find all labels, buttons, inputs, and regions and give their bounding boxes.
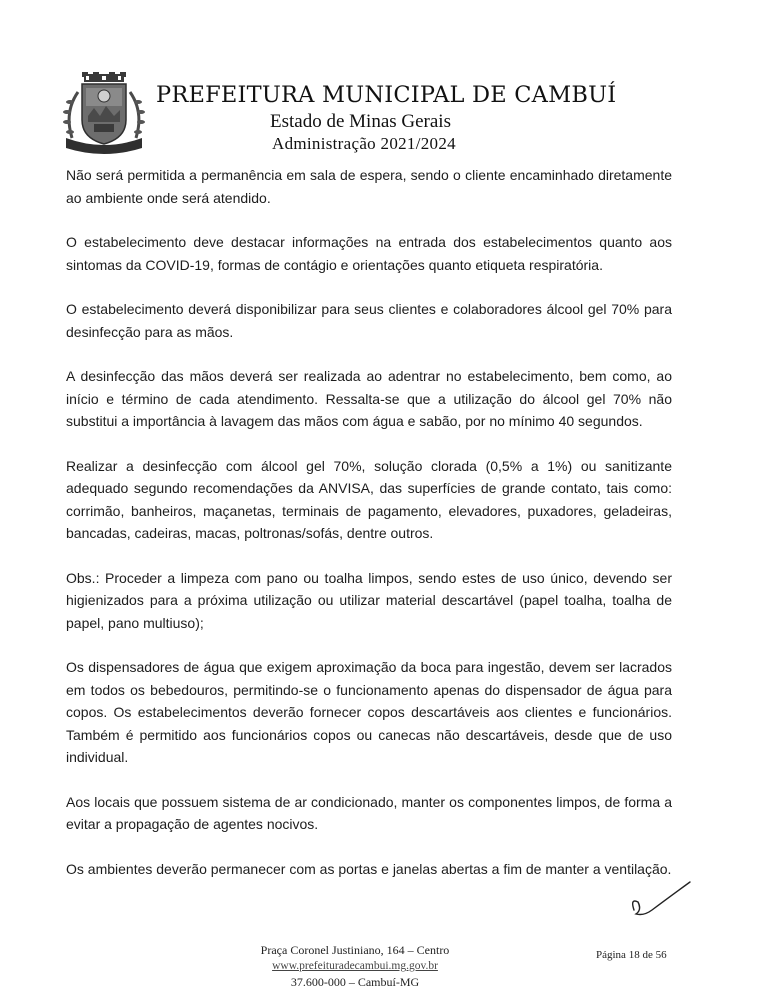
paragraph-cleaning-note: Obs.: Proceder a limpeza com pano ou toalha limpos, sendo estes de uso único, devendo ser higienizados para a próxima utilização ou utilizar material descartável (papel toalha, toalha de papel, pano multiuso); (66, 569, 672, 631)
footer-address: Praça Coronel Justiniano, 164 – Centro (260, 943, 450, 957)
paragraph-water-dispensers: Os dispensadores de água que exigem aproximação da boca para ingestão, devem ser lacrados em todos os bebedouros, permitindo-se o funcionamento apenas do dispensador de água para copos. Os estabelecimentos deverão fornecer copos descartáveis aos clientes e funcionários. Também é permitido aos funcionários copos ou canecas não descartáveis, desde que de uso individual. (66, 659, 672, 765)
paragraph-waiting-room: Não será permitida a permanência em sala de espera, sendo o cliente encaminhado diretamente ao ambiente onde será atendido. (66, 167, 672, 206)
state-name: Estado de Minas Gerais (270, 111, 451, 132)
municipality-title: PREFEITURA MUNICIPAL DE CAMBUÍ (156, 82, 617, 108)
footer-postal: 37.600-000 – Cambuí-MG (290, 975, 420, 989)
footer-website-link[interactable]: www.prefeituradecambui.mg.gov.br (272, 960, 438, 972)
paragraph-hand-disinfection: A desinfecção das mãos deverá ser realizada ao adentrar no estabelecimento, bem como, ao início e término de cada atendimento. Ressalta-se que a utilização do álcool gel 70% não substitui a importância à lavagem das mãos com água e sabão, por no mínimo 40 segundos. (66, 368, 672, 429)
paragraph-surface-disinfection: Realizar a desinfecção com álcool gel 70%, solução clorada (0,5% a 1%) ou sanitizante adequado segundo recomendações da ANVISA, das superfícies de grande contato, tais como: corrimão, banheiros, maçanetas, terminais de pagamento, elevadores, puxadores, geladeiras, bancadas, cadeiras, macas, poltronas/sofás, dentre outros. (66, 457, 672, 541)
paragraph-symptoms-info: O estabelecimento deve destacar informações na entrada dos estabelecimentos quanto aos sintomas da COVID-19, formas de contágio e orientações quanto etiqueta respiratória. (66, 234, 672, 273)
administration-term: Administração 2021/2024 (272, 134, 456, 153)
paragraph-alcohol-gel: O estabelecimento deverá disponibilizar para seus clientes e colaboradores álcool gel 70% para desinfecção para as mãos. (66, 301, 672, 340)
footer-address-block (230, 942, 480, 990)
handwritten-initials (628, 880, 694, 922)
paragraph-air-conditioning: Aos locais que possuem sistema de ar condicionado, manter os componentes limpos, de forma a evitar a propagação de agentes nocivos. (66, 793, 672, 832)
page-number: Página 18 de 56 (596, 949, 667, 961)
paragraph-ventilation: Os ambientes deverão permanecer com as portas e janelas abertas a fim de manter a ventilação. (66, 860, 672, 877)
municipal-crest-logo (58, 72, 150, 154)
document-body (66, 164, 672, 902)
